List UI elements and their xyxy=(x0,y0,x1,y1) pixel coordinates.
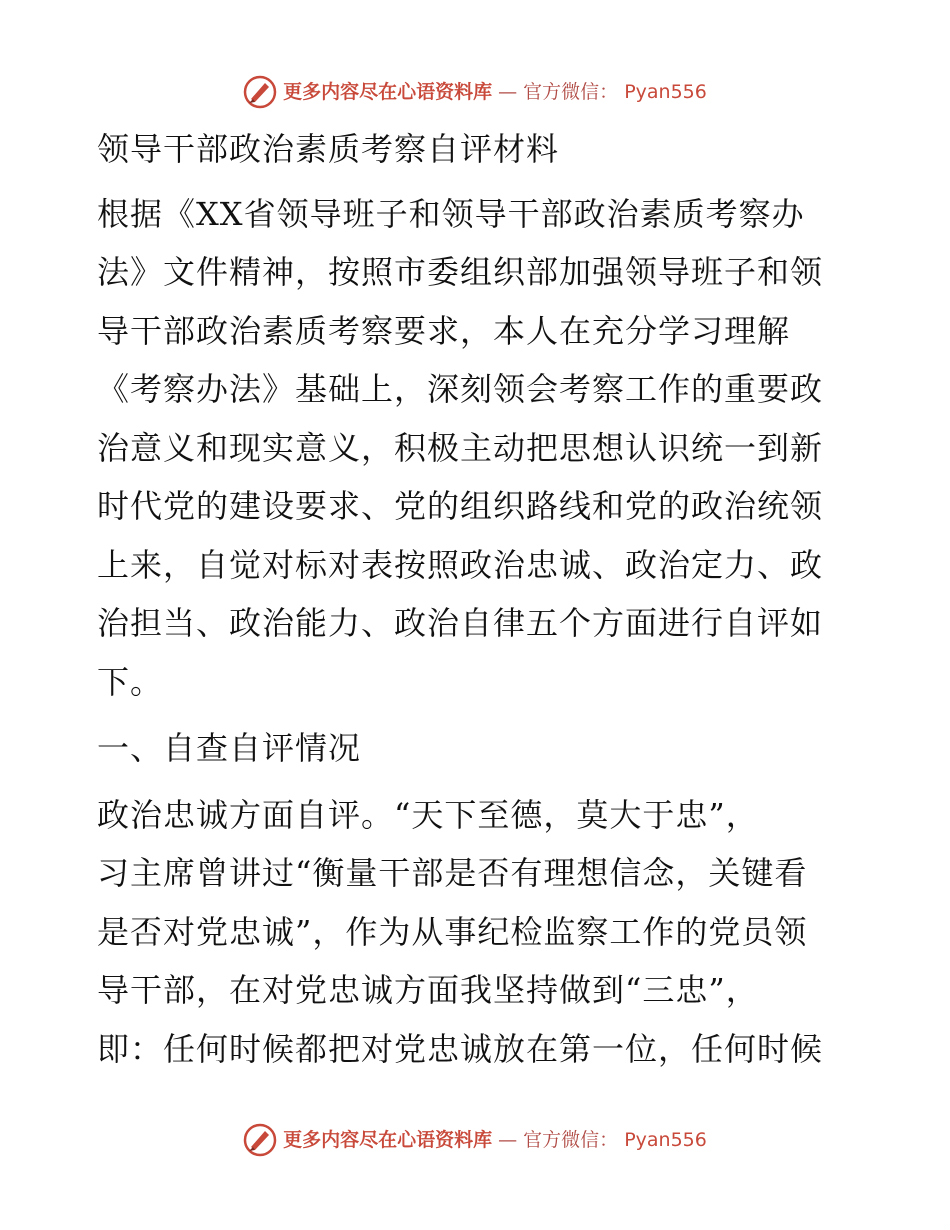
watermark-wechat-id: Pyan556 xyxy=(624,81,707,103)
watermark-separator: — xyxy=(498,81,518,103)
section-heading: 一、自查自评情况 xyxy=(97,729,362,767)
watermark-main-text: 更多内容尽在心语资料库 xyxy=(283,1129,493,1151)
text-line: 政治忠诚方面自评。“天下至德，莫大于忠”， xyxy=(97,795,759,834)
watermark-logo-icon xyxy=(243,75,277,109)
section-paragraph xyxy=(97,786,853,1079)
text-line: 即：任何时候都把对党忠诚放在第一位，任何时候 xyxy=(97,1029,824,1068)
text-line: 下。 xyxy=(97,662,164,701)
watermark-wechat-id: Pyan556 xyxy=(624,1129,707,1151)
text-line: 导干部政治素质考察要求，本人在充分学习理解 xyxy=(97,311,791,350)
document-title: 领导干部政治素质考察自评材料 xyxy=(97,130,560,168)
text-line: 习主席曾讲过“衡量干部是否有理想信念，关键看 xyxy=(97,854,808,892)
text-line: 时代党的建设要求、党的组织路线和党的政治统领 xyxy=(97,487,824,525)
text-line: 是否对党忠诚”，作为从事纪检监察工作的党员领 xyxy=(97,912,808,951)
watermark-separator: — xyxy=(498,1129,518,1151)
watermark-official-label: 官方微信： xyxy=(523,1129,619,1151)
text-line: 根据《XX省领导班子和领导干部政治素质考察办 xyxy=(97,194,805,233)
watermark-header xyxy=(0,72,950,112)
intro-paragraph xyxy=(97,185,853,712)
text-line: 治担当、政治能力、政治自律五个方面进行自评如 xyxy=(97,604,824,642)
document-body xyxy=(97,120,853,1078)
watermark-footer xyxy=(0,1120,950,1160)
text-line: 导干部，在对党忠诚方面我坚持做到“三忠”， xyxy=(97,971,759,1009)
text-line: 治意义和现实意义，积极主动把思想认识统一到新 xyxy=(97,428,824,467)
text-line: 法》文件精神，按照市委组织部加强领导班子和领 xyxy=(97,253,824,291)
watermark-official-label: 官方微信： xyxy=(523,81,619,103)
text-line: 《考察办法》基础上，深刻领会考察工作的重要政 xyxy=(97,370,824,408)
watermark-logo-icon xyxy=(243,1123,277,1157)
text-line: 上来，自觉对标对表按照政治忠诚、政治定力、政 xyxy=(97,545,824,584)
watermark-main-text: 更多内容尽在心语资料库 xyxy=(283,81,493,103)
